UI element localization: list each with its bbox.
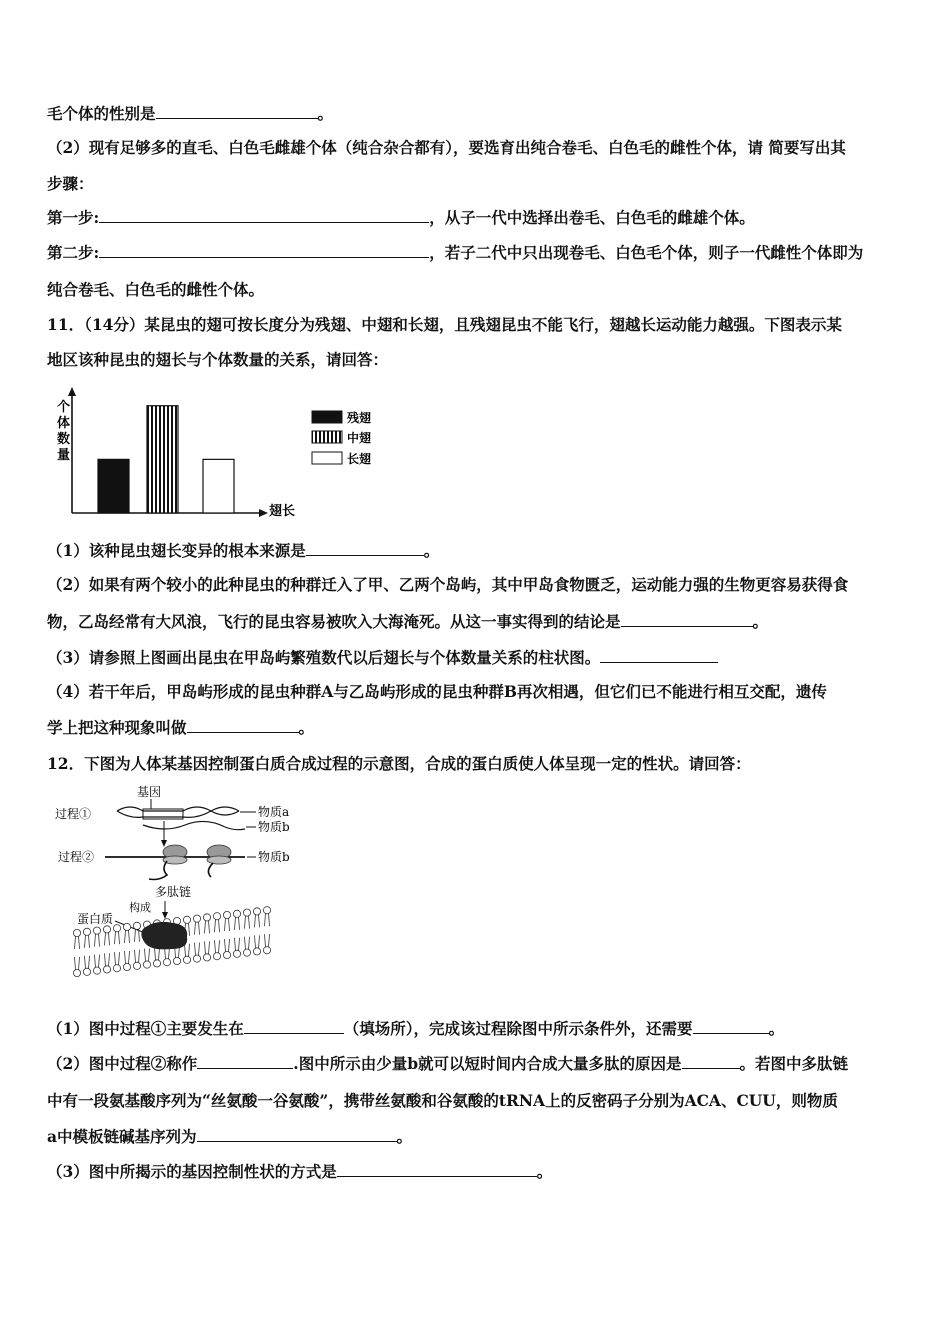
q11-part2a: （2）如果有两个较小的此种昆虫的种群迁入了甲、乙两个岛屿，其中甲岛食物匮乏，运动能力强的生物更容易获得食 [47,575,849,594]
gene-expression-diagram [55,783,375,988]
answer-blank[interactable] [244,1019,344,1034]
constitute-arrow-head [162,912,168,919]
peptide-chain-2 [208,863,213,877]
lipid-head [73,969,80,976]
lipid-head [113,925,120,932]
lipid-head [83,968,90,975]
lipid-head [253,908,260,915]
lipid-head [183,956,190,963]
answer-blank[interactable] [600,648,718,663]
q10-step1: 第一步: ，从子一代中选择出卷毛、白色毛的雌雄个体。 [47,208,755,227]
lipid-head [173,957,180,964]
q11-part3: （3）请参照上图画出昆虫在甲岛屿繁殖数代以后翅长与个体数量关系的柱状图。 [47,648,718,668]
q10-steps-label: 步骤： [47,174,94,193]
lipid-tail [95,934,100,947]
mrna-strand [143,821,245,829]
lipid-head [253,948,260,955]
lipid-head [143,961,150,968]
lipid-tail [105,932,110,945]
lipid-tail [75,936,80,949]
x-axis-label: 翅长 [269,504,296,519]
bar-long-wing [203,459,234,513]
lipid-head [263,947,270,954]
lipid-tail [135,950,140,963]
lipid-tail [105,953,110,966]
wing-length-bar-chart [55,385,395,525]
lipid-tail [255,935,260,948]
lipid-head [193,915,200,922]
answer-blank[interactable] [99,208,429,223]
lipid-head [203,914,210,921]
lipid-head [263,907,270,914]
y-axis-label-char: 数 [57,432,71,447]
legend-label: 残翅 [347,411,372,425]
lipid-head [213,953,220,960]
lipid-head [93,927,100,934]
q11-stem-1: 11．（14分）某昆虫的翅可按长度分为残翅、中翅和长翅，且残翅昆虫不能飞行，翅越长运动能力越强。下图表示某 [47,315,842,334]
q10-part2: （2）现有足够多的直毛、白色毛雌雄个体（纯合杂合都有），要选育出纯合卷毛、白色毛的雌性个体，请 简要写出其 [47,138,846,157]
lipid-tail [115,931,120,944]
lipid-head [233,910,240,917]
q12-part2-end: a中模板链碱基序列为 。 [47,1127,413,1146]
lipid-head [163,959,170,966]
lipid-tail [135,929,140,942]
lipid-tail [205,941,210,954]
lipid-tail [115,952,120,965]
peptide-chain-1 [149,861,167,880]
answer-blank[interactable] [156,104,318,119]
answer-blank[interactable] [337,1162,537,1177]
lipid-head [73,929,80,936]
lipid-head [223,911,230,918]
y-axis-arrow [68,387,76,396]
answer-blank[interactable] [197,1054,293,1069]
lipid-tail [265,934,270,947]
q11-part4b: 学上把这种现象叫做 。 [47,718,315,737]
lipid-tail [235,917,240,930]
lipid-tail [205,920,210,933]
answer-blank[interactable] [197,1127,397,1142]
answer-blank[interactable] [621,612,753,627]
protein-label: 蛋白质 [77,912,114,926]
lipid-head [183,916,190,923]
lipid-head [223,951,230,958]
answer-blank[interactable] [693,1019,769,1034]
process-arrow-head [161,840,167,847]
lipid-head [123,963,130,970]
lipid-head [113,965,120,972]
q11-part4a: （4）若干年后，甲岛屿形成的昆虫种群A与乙岛屿形成的昆虫种群B再次相遇，但它们已不能进行相互交配，遗传 [47,682,827,701]
lipid-head [133,962,140,969]
x-axis-arrow [259,509,268,517]
lipid-tail [155,947,160,960]
lipid-tail [95,955,100,968]
q11-part1: （1）该种昆虫翅长变异的根本来源是 。 [47,541,440,560]
lipid-head [213,913,220,920]
lipid-head [133,922,140,929]
legend-label: 中翅 [347,431,372,445]
lipid-tail [85,935,90,948]
process2-label: 过程② [58,850,95,864]
lipid-tail [125,930,130,943]
y-axis-label-char: 体 [57,416,71,431]
y-axis-label-char: 个 [57,400,71,415]
q10-step2-cont: 纯合卷毛、白色毛的雌性个体。 [47,280,265,299]
polypeptide-label: 多肽链 [155,885,192,899]
q10-step2: 第二步: ，若子二代中只出现卷毛、白色毛个体，则子一代雌性个体即为 [47,243,864,262]
lipid-head [243,949,250,956]
lipid-tail [225,939,230,952]
substance-a-label: 物质a [258,805,290,819]
lipid-tail [75,957,80,970]
q12-stem: 12．下图为人体某基因控制蛋白质合成过程的示意图，合成的蛋白质使人体呈现一定的性状。请回答： [47,754,751,773]
q12-part2: （2）图中过程②称作 .图中所示由少量b就可以短时间内合成大量多肽的原因是 。若图中多肽链 [47,1054,849,1073]
q10-line1: 毛个体的性别是 。 [47,104,334,123]
legend-swatch-long [312,452,342,464]
lipid-tail [85,956,90,969]
lipid-tail [245,937,250,950]
lipid-tail [245,916,250,929]
substance-b2-label: 物质b [258,850,290,864]
lipid-tail [225,918,230,931]
lipid-tail [185,944,190,957]
lipid-tail [215,919,220,932]
membrane-protein [141,922,187,950]
lipid-head [93,967,100,974]
lipid-head [233,950,240,957]
legend-swatch-medium [312,431,342,443]
constitute-label: 构成 [129,901,151,914]
lipid-tail [125,951,130,964]
lipid-head [243,909,250,916]
answer-blank[interactable] [306,541,424,556]
lipid-head [83,928,90,935]
chart-legend [312,410,371,466]
lipid-tail [255,914,260,927]
answer-blank[interactable] [682,1054,740,1069]
q11-part2b: 物，乙岛经常有大风浪，飞行的昆虫容易被吹入大海淹死。从这一事实得到的结论是 。 [47,612,769,631]
lipid-head [153,960,160,967]
bar-medium-wing [147,406,178,513]
lipid-tail [235,938,240,951]
legend-swatch-vestigial [312,411,342,423]
q12-part1: （1）图中过程①主要发生在 （填场所），完成该过程除图中所示条件外，还需要 。 [47,1019,785,1038]
lipid-head [203,954,210,961]
ribosome-small-2 [207,856,231,864]
lipid-head [103,926,110,933]
lipid-head [123,923,130,930]
lipid-head [193,955,200,962]
q12-part3: （3）图中所揭示的基因控制性状的方式是 。 [47,1162,553,1181]
lipid-tail [145,949,150,962]
lipid-head [103,966,110,973]
gene-label: 基因 [137,785,162,799]
legend-label: 长翅 [347,452,372,466]
substance-b-label: 物质b [258,820,290,834]
lipid-tail [195,943,200,956]
y-axis-label-char: 量 [57,448,71,463]
lipid-tail [215,940,220,953]
answer-blank[interactable] [99,243,429,258]
q11-stem-2: 地区该种昆虫的翅长与个体数量的关系，请回答： [47,350,389,369]
process1-label: 过程① [55,807,92,821]
bar-vestigial-wing [98,459,129,513]
lipid-tail [195,922,200,935]
answer-blank[interactable] [187,718,299,733]
dna-strand-top [117,807,239,815]
lipid-tail [265,913,270,926]
q12-part2-cont: 中有一段氨基酸序列为“丝氨酸一谷氨酸”，携带丝氨酸和谷氨酸的tRNA上的反密码子分别为ACA、CUU，则物质 [47,1091,838,1110]
